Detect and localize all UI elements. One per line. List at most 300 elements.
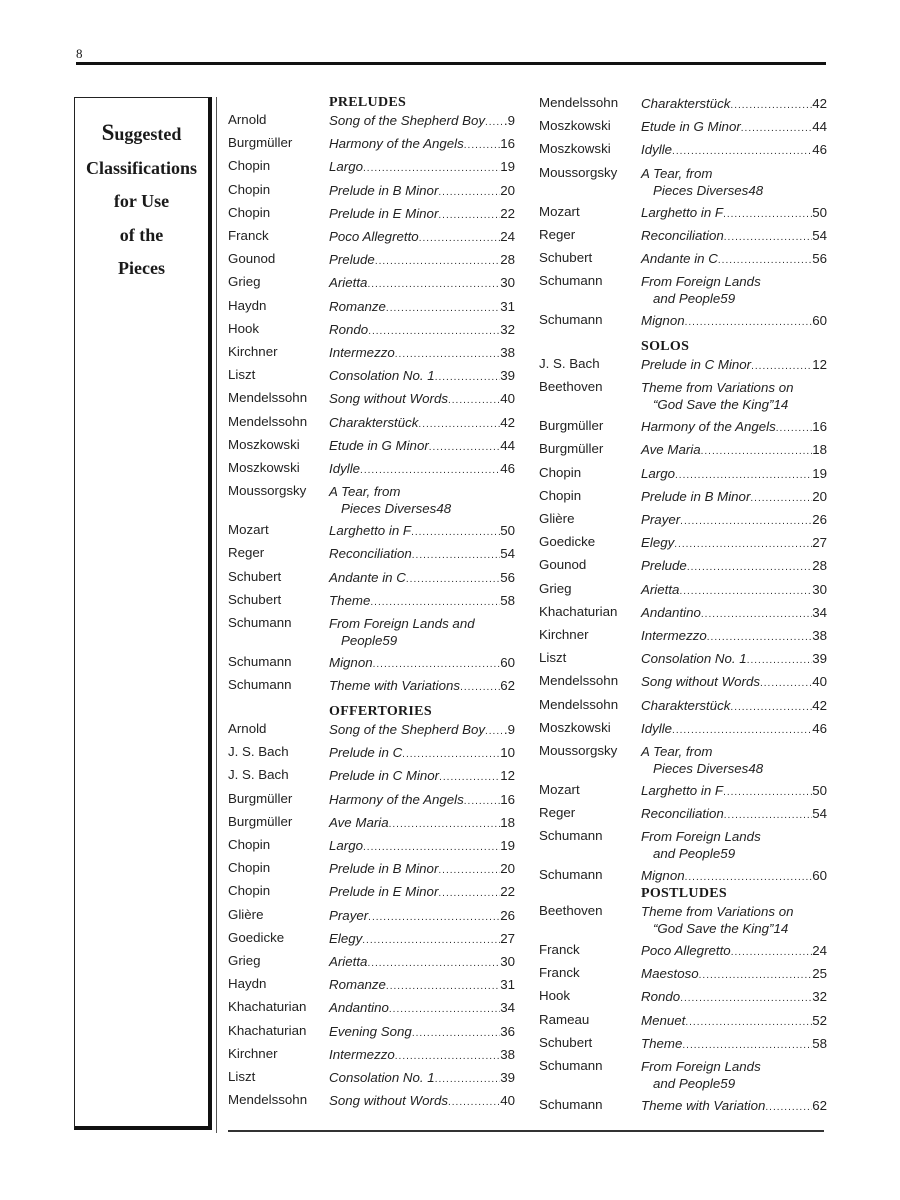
composer-name: Chopin <box>228 204 271 220</box>
piece-row <box>641 418 827 437</box>
page-ref: 38 <box>500 345 515 360</box>
classification-title <box>75 116 208 286</box>
page-ref: 26 <box>812 512 827 527</box>
composer-name: Mozart <box>539 782 580 797</box>
piece-row <box>329 907 515 926</box>
piece-title-continued: and People <box>653 291 721 307</box>
page-ref: 42 <box>500 414 515 430</box>
index-entry <box>539 356 827 374</box>
composer-name: Burgmüller <box>228 135 293 151</box>
dot-leader <box>679 581 812 600</box>
page-ref: 22 <box>500 205 515 221</box>
index-entry <box>539 650 827 668</box>
composer-name: Beethoven <box>539 379 603 395</box>
piece-title-continued: Pieces Diverses <box>653 761 749 776</box>
piece-title: Mignon <box>641 313 685 329</box>
piece-row <box>329 976 515 995</box>
composer-name: Chopin <box>228 837 271 852</box>
piece-title: Reconciliation <box>641 806 724 822</box>
piece-row <box>641 965 827 984</box>
page-ref: 42 <box>812 96 827 111</box>
piece-title: From Foreign Lands <box>641 1059 761 1074</box>
section-heading: OFFERTORIES <box>329 704 432 719</box>
dot-leader <box>685 867 813 886</box>
page-ref: 56 <box>500 569 515 585</box>
piece-row <box>641 557 827 576</box>
dot-leader <box>680 988 812 1007</box>
piece-row <box>329 592 515 611</box>
composer-name: Mendelssohn <box>539 95 619 110</box>
index-entry <box>228 228 515 246</box>
composer-name: Moszkowski <box>228 460 300 475</box>
piece-row <box>329 930 515 949</box>
piece-row <box>641 988 827 1007</box>
page-ref: 22 <box>500 884 515 900</box>
composer-name: Schumann <box>539 1058 603 1073</box>
piece-row <box>641 1012 827 1031</box>
dot-leader <box>412 545 500 564</box>
piece-row <box>329 344 515 363</box>
piece-title: Maestoso <box>641 966 699 982</box>
page-ref: 18 <box>812 442 827 458</box>
piece-title: Prayer <box>641 512 681 527</box>
index-entry <box>228 414 515 432</box>
dot-leader <box>682 1035 812 1054</box>
composer-name: Schumann <box>539 867 603 883</box>
piece-row <box>329 791 515 810</box>
piece-title: Prelude in C <box>329 745 403 761</box>
index-entry <box>228 158 515 176</box>
page-ref: 59 <box>720 846 736 862</box>
piece-title-continued: Pieces Diverses <box>653 182 749 198</box>
index-entry <box>539 250 827 268</box>
composer-name: Goedicke <box>228 929 285 945</box>
index-entry <box>228 390 515 408</box>
piece-title: Poco Allegretto <box>641 943 731 958</box>
piece-title: Arietta <box>329 954 368 969</box>
index-entry <box>228 545 515 563</box>
piece-title: Prelude in B Minor <box>641 488 751 504</box>
dot-leader <box>368 321 500 340</box>
dot-leader <box>448 1092 500 1111</box>
page-ref: 40 <box>812 674 827 690</box>
composer-name: Liszt <box>539 650 567 666</box>
classification-title-line: Classifications <box>85 157 197 178</box>
piece-row <box>641 534 827 553</box>
piece-row <box>329 135 515 154</box>
piece-title: Larghetto in F <box>641 783 724 798</box>
page-ref: 39 <box>500 368 515 384</box>
piece-title: Prelude <box>641 558 687 574</box>
piece-title-row <box>641 760 827 777</box>
index-entry <box>228 953 515 971</box>
composer-name: Moussorgsky <box>539 743 618 758</box>
piece-row <box>641 627 827 646</box>
classification-title-rest: uggested <box>114 124 182 144</box>
dot-leader <box>419 228 501 247</box>
piece-row <box>641 782 827 801</box>
index-entry <box>539 273 827 309</box>
dot-leader <box>438 860 500 879</box>
page-ref: 19 <box>812 465 827 481</box>
page-ref: 59 <box>720 1076 736 1091</box>
page-ref: 60 <box>500 655 515 670</box>
page-ref: 46 <box>812 142 827 158</box>
dot-leader <box>750 488 812 507</box>
piece-title: Theme from Variations on <box>641 904 794 919</box>
page-ref: 16 <box>812 419 827 435</box>
index-entry <box>539 828 827 864</box>
piece-title: Etude in G Minor <box>329 437 429 453</box>
composer-name: Mozart <box>228 522 269 538</box>
piece-row <box>329 545 515 564</box>
index-entry <box>539 1097 827 1115</box>
index-entry <box>228 883 515 901</box>
dot-leader <box>412 1023 500 1042</box>
piece-row <box>329 860 515 879</box>
dot-leader <box>360 460 500 479</box>
piece-row <box>329 321 515 340</box>
piece-title: A Tear, from <box>641 744 713 759</box>
piece-row <box>329 999 515 1018</box>
index-entry <box>228 592 515 610</box>
dot-leader <box>718 250 812 269</box>
page-ref: 60 <box>812 868 827 884</box>
page-ref: 34 <box>500 1000 515 1016</box>
index-entry <box>228 999 515 1017</box>
dot-leader <box>730 95 812 114</box>
composer-name: Glière <box>539 511 575 526</box>
index-entry <box>228 860 515 878</box>
composer-name: Reger <box>539 226 576 242</box>
piece-title-continued: “God Save the King” <box>653 397 774 413</box>
composer-name: Schumann <box>539 273 603 289</box>
piece-title: Idylle <box>641 142 673 158</box>
dot-leader <box>724 805 812 824</box>
piece-title-row <box>641 920 827 937</box>
piece-row <box>641 1035 827 1054</box>
composer-name: Arnold <box>228 721 267 736</box>
index-entry <box>228 367 515 385</box>
piece-row <box>641 356 827 375</box>
piece-title: Harmony of the Angels <box>329 791 464 807</box>
piece-row <box>329 460 515 479</box>
piece-title: Larghetto in F <box>329 523 412 539</box>
page-ref: 28 <box>812 558 827 574</box>
index-entry <box>539 1012 827 1030</box>
dot-leader <box>680 511 812 530</box>
index-entry <box>228 615 515 651</box>
piece-title-row <box>641 290 827 307</box>
page-ref: 27 <box>812 535 827 551</box>
index-entry <box>228 182 515 200</box>
piece-two-line <box>641 828 827 862</box>
composer-name: Moszkowski <box>539 141 611 157</box>
composer-name: Schumann <box>228 615 292 630</box>
classification-box <box>74 97 212 1130</box>
page-ref: 20 <box>500 861 515 877</box>
page-ref: 48 <box>748 182 764 198</box>
dot-leader <box>438 883 500 902</box>
composer-name: Schumann <box>539 1097 603 1112</box>
index-entry <box>228 460 515 478</box>
composer-name: Mendelssohn <box>539 696 619 712</box>
dot-leader <box>435 367 501 386</box>
dot-leader <box>389 999 500 1018</box>
index-entry <box>539 204 827 222</box>
piece-row <box>329 1023 515 1042</box>
piece-row <box>641 441 827 460</box>
dot-leader <box>439 767 500 786</box>
page-ref: 48 <box>748 761 764 776</box>
piece-row <box>329 654 515 673</box>
composer-name: Burgmüller <box>539 418 604 434</box>
piece-row <box>329 522 515 541</box>
piece-row <box>329 112 515 131</box>
piece-row <box>641 650 827 669</box>
dot-leader <box>731 942 813 961</box>
piece-row <box>641 942 827 961</box>
section-heading: SOLOS <box>641 339 690 354</box>
page-ref: 62 <box>812 1098 827 1113</box>
piece-row <box>329 677 515 696</box>
piece-title: Consolation No. 1 <box>641 651 747 667</box>
dot-leader <box>362 930 500 949</box>
piece-title: A Tear, from <box>329 484 401 500</box>
piece-row <box>641 805 827 824</box>
piece-two-line <box>641 1058 827 1092</box>
index-entry <box>228 437 515 455</box>
index-entry <box>228 767 515 785</box>
piece-row <box>329 274 515 293</box>
dot-leader <box>701 604 812 623</box>
page-ref: 62 <box>500 678 515 694</box>
piece-title: Larghetto in F <box>641 204 724 220</box>
index-entry <box>539 465 827 483</box>
composer-name: J. S. Bach <box>228 744 289 760</box>
piece-title: Charakterstück <box>641 96 731 111</box>
page-ref: 30 <box>500 954 515 969</box>
piece-title: Theme with Variation <box>641 1098 766 1113</box>
piece-title: Prelude in C Minor <box>329 768 440 784</box>
composer-name: J. S. Bach <box>539 356 600 371</box>
piece-title: A Tear, from <box>641 165 713 181</box>
composer-name: Schumann <box>228 654 292 669</box>
piece-row <box>329 767 515 786</box>
dot-leader <box>672 141 812 160</box>
dot-leader <box>363 158 500 177</box>
index-entry <box>228 791 515 809</box>
piece-row <box>641 118 827 137</box>
dot-leader <box>375 251 500 270</box>
composer-name: Chopin <box>539 487 582 503</box>
index-entry <box>539 782 827 800</box>
piece-two-line <box>641 379 827 413</box>
page-ref: 34 <box>812 604 827 620</box>
piece-title-row <box>641 182 827 199</box>
classification-title-line: for Use <box>113 191 170 211</box>
page-ref: 44 <box>500 437 515 453</box>
piece-title: Song without Words <box>329 1093 448 1109</box>
piece-two-line <box>329 615 515 649</box>
page-ref: 60 <box>812 313 827 329</box>
composer-name: Moszkowski <box>539 719 611 735</box>
piece-title: Prelude <box>329 252 375 268</box>
composer-name: Mendelssohn <box>539 673 619 689</box>
page-ref: 18 <box>500 814 515 830</box>
index-entry <box>228 483 515 519</box>
dot-leader <box>685 1012 812 1031</box>
composer-name: Schubert <box>228 591 282 607</box>
composer-name: Mendelssohn <box>228 1092 308 1108</box>
index-entry <box>228 135 515 153</box>
dot-leader <box>675 465 812 484</box>
composer-name: Reger <box>539 805 576 821</box>
composer-name: Mozart <box>539 203 580 219</box>
page-ref: 52 <box>812 1012 827 1028</box>
piece-title: Harmony of the Angels <box>641 419 776 435</box>
piece-title: Arietta <box>641 581 680 597</box>
composer-name: Goedicke <box>539 534 596 550</box>
page-ref: 19 <box>500 159 515 175</box>
composer-name: Schubert <box>228 568 282 584</box>
page-ref: 32 <box>812 989 827 1005</box>
page-ref: 27 <box>500 930 515 946</box>
piece-row <box>641 673 827 692</box>
piece-row <box>329 1092 515 1111</box>
piece-title: Theme <box>329 592 371 608</box>
piece-title: Song of the Shepherd Boy <box>329 722 485 737</box>
piece-title: Rondo <box>641 989 681 1005</box>
page-ref: 58 <box>500 592 515 608</box>
section-heading: POSTLUDES <box>641 886 727 901</box>
index-entry <box>539 379 827 415</box>
dot-leader <box>707 627 812 646</box>
piece-row <box>329 814 515 833</box>
index-entry <box>228 721 515 739</box>
dot-leader <box>367 274 500 293</box>
index-entry <box>228 1023 515 1041</box>
index-entry <box>539 511 827 529</box>
composer-name: Gounod <box>228 251 276 267</box>
piece-row <box>329 883 515 902</box>
composer-name: Franck <box>228 228 269 243</box>
piece-row <box>641 720 827 739</box>
index-entry <box>228 837 515 855</box>
dot-leader <box>402 744 500 763</box>
piece-title: Prelude in E Minor <box>329 884 439 900</box>
page-ref: 48 <box>436 501 452 517</box>
page-ref: 56 <box>812 251 827 266</box>
piece-row <box>641 312 827 331</box>
piece-title: Mignon <box>329 655 373 670</box>
piece-title: Theme from Variations on <box>641 380 794 396</box>
dot-leader <box>368 907 500 926</box>
index-entry <box>539 697 827 715</box>
dot-leader <box>464 791 500 810</box>
piece-title: Menuet <box>641 1012 686 1028</box>
composer-name: Kirchner <box>228 1045 278 1061</box>
dot-leader <box>776 418 812 437</box>
composer-name: Mendelssohn <box>228 413 308 429</box>
piece-row <box>329 298 515 317</box>
piece-row <box>329 367 515 386</box>
dot-leader <box>724 227 812 246</box>
index-entry <box>228 274 515 292</box>
dot-leader <box>370 592 500 611</box>
index-entry <box>539 867 827 885</box>
piece-title-continued: and People <box>653 1076 721 1091</box>
page-ref: 31 <box>500 298 515 314</box>
piece-title: Andantino <box>329 1000 389 1016</box>
composer-name: Moussorgsky <box>539 164 618 180</box>
piece-title-continued: Pieces Diverses <box>341 501 437 517</box>
piece-title-row <box>641 396 827 413</box>
piece-title: Consolation No. 1 <box>329 1070 435 1085</box>
piece-row <box>641 511 827 530</box>
dot-leader <box>485 112 504 131</box>
piece-title: Mignon <box>641 868 685 884</box>
index-entry <box>539 743 827 779</box>
piece-title: Charakterstück <box>641 697 731 713</box>
index-entry <box>539 903 827 939</box>
piece-row <box>329 158 515 177</box>
piece-row <box>641 581 827 600</box>
index-entry <box>228 112 515 130</box>
piece-title: Romanze <box>329 298 386 314</box>
piece-title: Arietta <box>329 275 368 291</box>
piece-row <box>641 95 827 114</box>
piece-row <box>329 1069 515 1088</box>
page-ref: 31 <box>500 977 515 993</box>
index-entry <box>539 165 827 201</box>
piece-title: From Foreign Lands and <box>329 616 475 631</box>
composer-name: Burgmüller <box>539 441 604 457</box>
page-ref: 16 <box>500 136 515 152</box>
piece-row <box>641 141 827 160</box>
piece-title: Prelude in B Minor <box>329 861 439 877</box>
page-ref: 59 <box>382 633 398 648</box>
dot-leader <box>395 1046 500 1065</box>
piece-title: Etude in G Minor <box>641 119 741 135</box>
dot-leader <box>406 569 500 588</box>
piece-row <box>641 488 827 507</box>
composer-name: Gounod <box>539 557 587 573</box>
piece-title: Ave Maria <box>641 442 701 458</box>
composer-name: Schumann <box>228 677 292 693</box>
piece-row <box>329 837 515 856</box>
page-ref: 50 <box>812 204 827 220</box>
piece-title: Charakterstück <box>329 414 419 430</box>
index-entry <box>228 1069 515 1087</box>
piece-title: Idylle <box>641 720 673 736</box>
piece-title: Elegy <box>329 930 363 946</box>
piece-row <box>329 569 515 588</box>
page-ref: 26 <box>500 907 515 923</box>
page-ref: 10 <box>500 745 515 761</box>
piece-two-line <box>641 273 827 307</box>
page-ref: 59 <box>720 291 736 307</box>
composer-name: Liszt <box>228 367 256 383</box>
dot-leader <box>363 837 500 856</box>
index-entry <box>539 95 827 113</box>
composer-name: Grieg <box>539 580 572 596</box>
bottom-rule <box>228 1130 824 1132</box>
piece-row <box>641 604 827 623</box>
page-ref: 38 <box>500 1046 515 1062</box>
page-ref: .9 <box>503 722 515 737</box>
piece-title: Rondo <box>329 321 369 337</box>
